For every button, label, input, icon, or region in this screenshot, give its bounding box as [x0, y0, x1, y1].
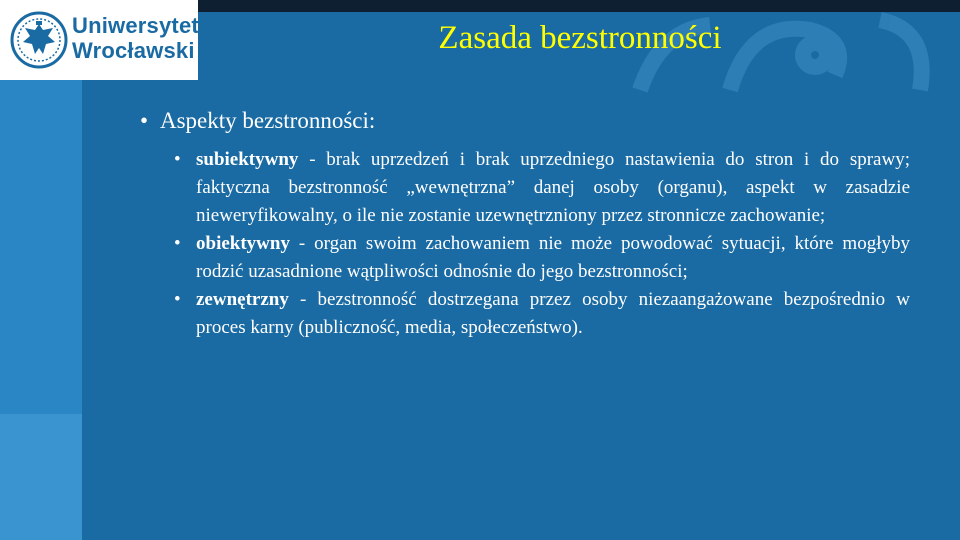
aspect-description: - brak uprzedzeń i brak uprzedniego nastawienia do stron i do sprawy; faktyczna bezstronność „wewnętrzna” danej osoby (organu), aspekt w zasadzie nieweryfikowalny, o ile nie zostanie uzewnętrzniony przez stronnicze zachowanie;: [196, 149, 910, 226]
university-name-line1: Uniwersytet: [72, 13, 199, 38]
bullet: •: [174, 233, 181, 254]
aspect-term: obiektywny: [196, 233, 290, 254]
heading-item: [140, 106, 910, 136]
bullet: •: [174, 149, 181, 170]
aspect-description: - organ swoim zachowaniem nie może powodować sytuacji, które mogłyby rodzić uzasadnione wątpliwości odnośnie do jego bezstronności;: [196, 233, 910, 282]
aspect-term: subiektywny: [196, 149, 299, 170]
slide-content: [140, 106, 910, 342]
slide-title: Zasada bezstronności: [438, 20, 722, 56]
bullet: •: [174, 289, 181, 310]
heading-text: Aspekty bezstronności:: [160, 108, 376, 133]
university-logo: [0, 0, 198, 80]
aspect-list: [174, 146, 910, 342]
list-item: [174, 146, 910, 230]
list-item: [174, 230, 910, 286]
aspect-term: zewnętrzny: [196, 289, 289, 310]
university-name: [72, 13, 199, 63]
left-decorative-strip: [0, 80, 82, 540]
aspect-description: - bezstronność dostrzegana przez osoby niezaangażowane bezpośrednio w proces karny (publiczność, media, społeczeństwo).: [196, 289, 910, 338]
university-name-line2: Wrocławski: [72, 38, 195, 63]
bullet: •: [140, 108, 149, 133]
left-strip-lower-block: [0, 414, 82, 540]
list-item: [174, 286, 910, 342]
university-eagle-crest-icon: [10, 10, 68, 70]
